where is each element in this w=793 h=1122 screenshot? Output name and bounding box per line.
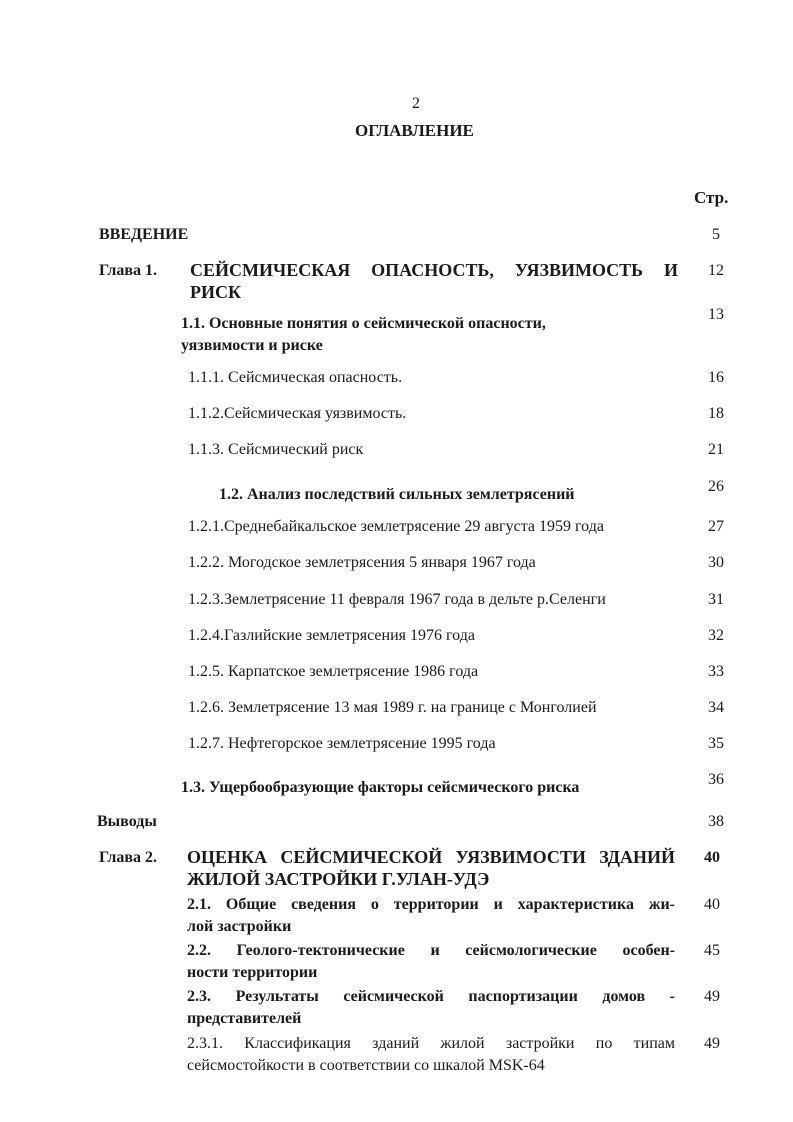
toc-page-chapter-2: 40 — [704, 849, 720, 866]
toc-subsection-1-2-2[interactable]: 1.2.2. Могодское землетрясения 5 января 1967 года — [188, 554, 536, 571]
toc-subsection-1-1-1[interactable]: 1.1.1. Сейсмическая опасность. — [188, 369, 403, 386]
toc-page-1-1-1: 16 — [708, 369, 724, 386]
toc-page-1-2-6: 34 — [708, 699, 724, 716]
toc-subsection-1-2-5[interactable]: 1.2.5. Карпатское землетрясение 1986 года — [188, 663, 479, 680]
toc-subsection-1-2-3[interactable]: 1.2.3.Землетрясение 11 февраля 1967 года в дельте р.Селенги — [188, 591, 606, 608]
toc-page-2-3-1: 49 — [704, 1035, 720, 1052]
toc-section-1-2[interactable]: 1.2. Анализ последствий сильных землетрясений — [219, 486, 575, 503]
toc-subsection-1-2-7[interactable]: 1.2.7. Нефтегорское землетрясение 1995 года — [188, 735, 496, 752]
toc-subsection-2-3-1-line1[interactable]: 2.3.1. Классификация зданий жилой застройки по типам — [187, 1035, 675, 1052]
toc-section-2-1-line1[interactable]: 2.1. Общие сведения о территории и характеристика жи- — [187, 896, 675, 913]
toc-page-1-2-3: 31 — [708, 591, 724, 608]
toc-chapter-2-title-line2[interactable]: ЖИЛОЙ ЗАСТРОЙКИ Г.УЛАН-УДЭ — [187, 869, 490, 889]
toc-page-introduction: 5 — [712, 226, 720, 243]
toc-section-1-3[interactable]: 1.3. Ущербообразующие факторы сейсмического риска — [181, 779, 580, 796]
toc-page-1-1-3: 21 — [708, 441, 724, 458]
toc-subsection-2-3-1-line2[interactable]: сейсмостойкости в соответствии со шкалой MSK-64 — [187, 1057, 545, 1074]
toc-page-1-2-1: 27 — [708, 518, 724, 535]
toc-entry-conclusions[interactable]: Выводы — [97, 813, 157, 830]
toc-subsection-1-2-4[interactable]: 1.2.4.Газлийские землетрясения 1976 года — [188, 627, 475, 644]
toc-page-section-2-1: 40 — [704, 896, 720, 913]
toc-page-section-1-3: 36 — [708, 771, 724, 788]
toc-page-1-2-4: 32 — [708, 627, 724, 644]
toc-page-1-2-5: 33 — [708, 663, 724, 680]
toc-page-section-1-2: 26 — [708, 478, 724, 495]
page-column-header: Стр. — [694, 188, 729, 207]
toc-entry-introduction[interactable]: ВВЕДЕНИЕ — [99, 226, 189, 243]
toc-page-section-2-3: 49 — [704, 988, 720, 1005]
toc-page-section-1-1: 13 — [708, 306, 724, 323]
toc-chapter-2-title-line1[interactable]: ОЦЕНКА СЕЙСМИЧЕСКОЙ УЯЗВИМОСТИ ЗДАНИЙ — [187, 847, 675, 867]
toc-section-2-2-line2[interactable]: ности территории — [187, 964, 318, 981]
toc-chapter-1-title-line2[interactable]: РИСК — [190, 282, 242, 302]
toc-page-1-1-2: 18 — [708, 405, 724, 422]
page-title: ОГЛАВЛЕНИЕ — [355, 121, 474, 140]
toc-section-1-1-line2[interactable]: уязвимости и риске — [181, 337, 323, 354]
toc-page-chapter-1: 12 — [708, 262, 724, 279]
toc-chapter-1-title-line1[interactable]: СЕЙСМИЧЕСКАЯ ОПАСНОСТЬ, УЯЗВИМОСТЬ И — [190, 260, 678, 280]
toc-page-section-2-2: 45 — [704, 942, 720, 959]
toc-page-1-2-2: 30 — [708, 554, 724, 571]
toc-section-2-3-line1[interactable]: 2.3. Результаты сейсмической паспортизации домов - — [187, 988, 675, 1005]
toc-section-2-2-line1[interactable]: 2.2. Геолого-тектонические и сейсмологические особен- — [187, 942, 675, 959]
toc-section-2-1-line2[interactable]: лой застройки — [187, 918, 292, 935]
toc-section-2-3-line2[interactable]: представителей — [187, 1010, 302, 1027]
toc-subsection-1-2-1[interactable]: 1.2.1.Среднебайкальское землетрясение 29 августа 1959 года — [188, 518, 604, 535]
toc-subsection-1-2-6[interactable]: 1.2.6. Землетрясение 13 мая 1989 г. на границе с Монголией — [188, 699, 597, 716]
toc-subsection-1-1-2[interactable]: 1.1.2.Сейсмическая уязвимость. — [188, 405, 407, 422]
page-number: 2 — [412, 95, 420, 112]
toc-chapter-2-prefix: Глава 2. — [99, 849, 157, 866]
toc-subsection-1-1-3[interactable]: 1.1.3. Сейсмический риск — [188, 441, 364, 458]
toc-page-conclusions: 38 — [708, 813, 724, 830]
toc-chapter-1-prefix: Глава 1. — [99, 262, 157, 279]
toc-section-1-1-line1[interactable]: 1.1. Основные понятия о сейсмической опасности, — [181, 315, 546, 332]
toc-page-1-2-7: 35 — [708, 735, 724, 752]
